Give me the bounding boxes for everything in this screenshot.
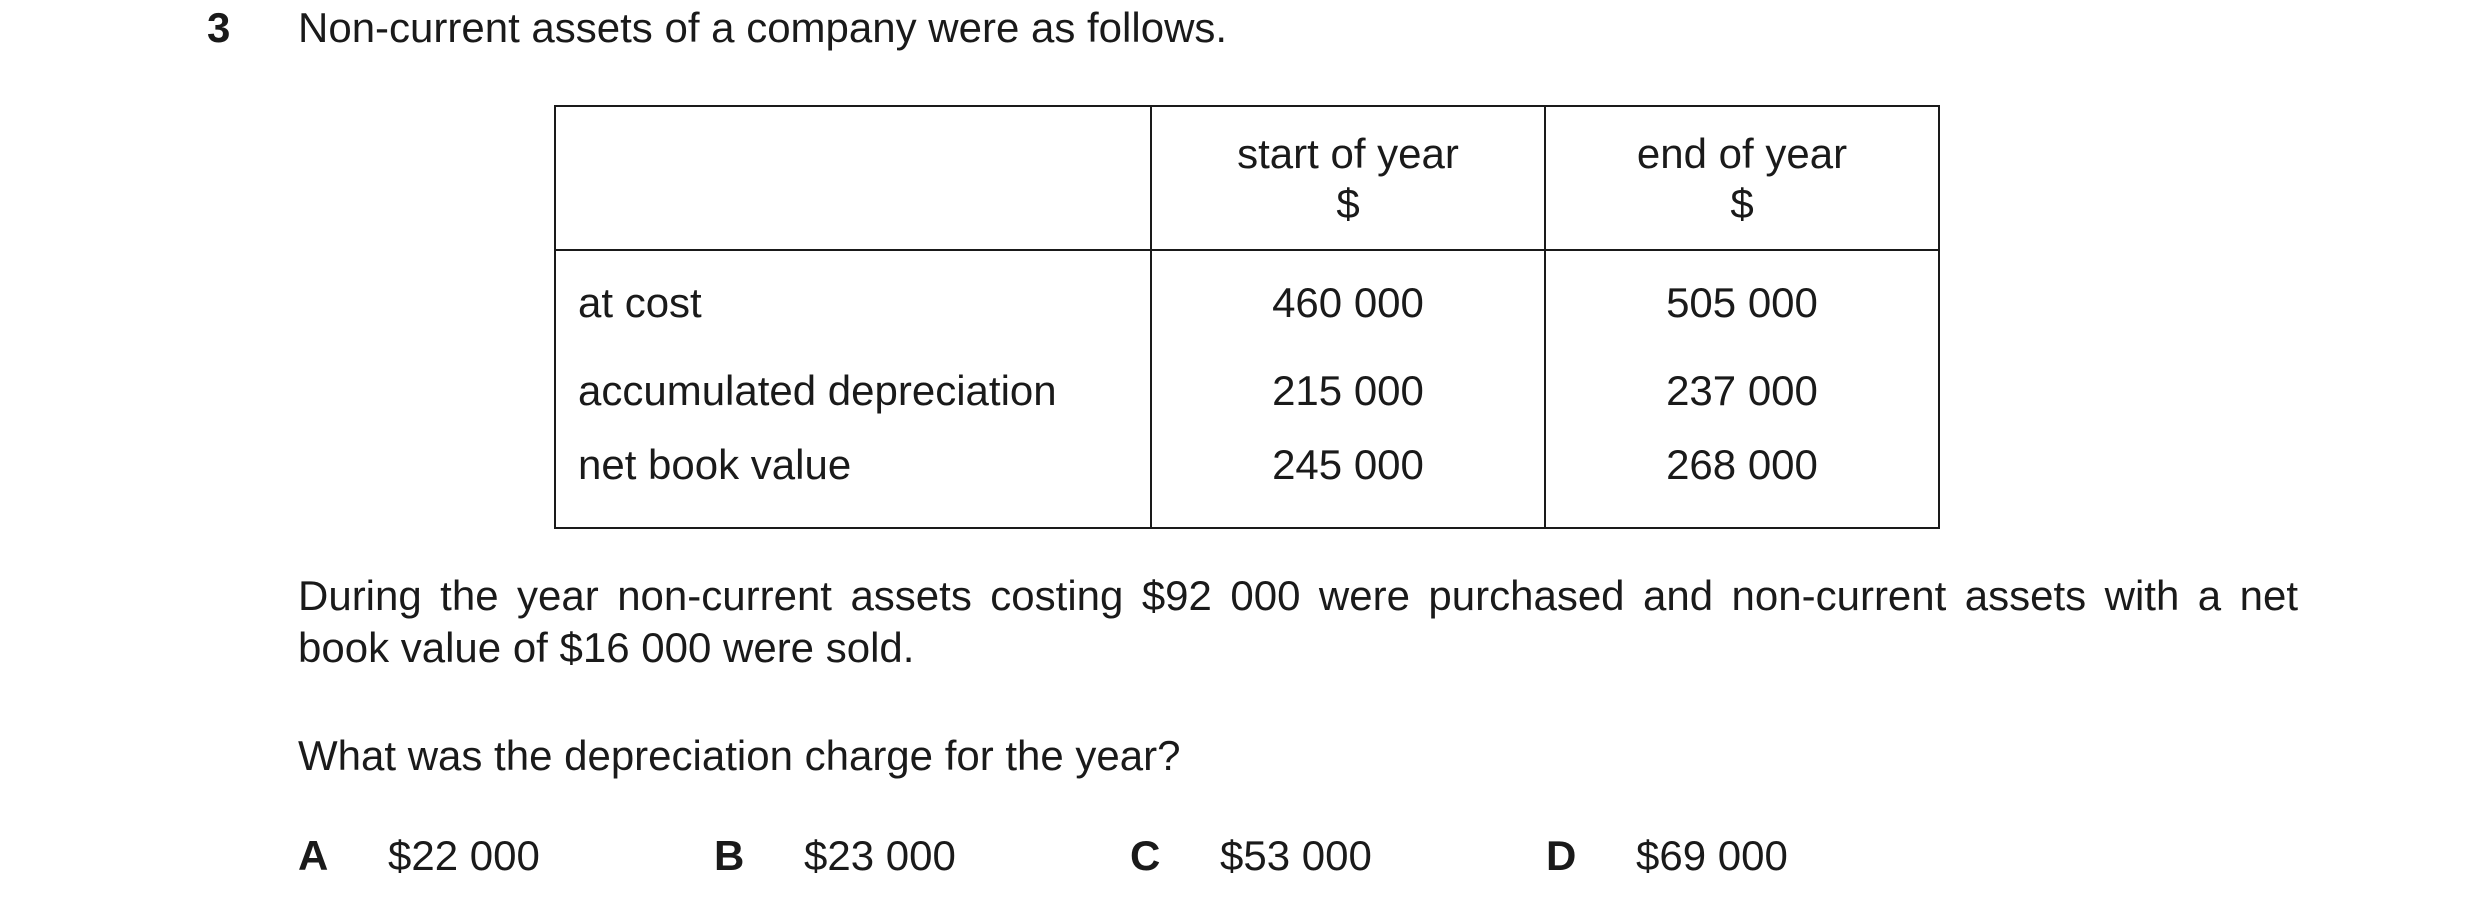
option-value: $23 000 <box>804 832 956 879</box>
option-letter: C <box>1130 832 1161 879</box>
start-value: 245 000 <box>1151 427 1545 528</box>
option-b[interactable] <box>714 830 956 883</box>
start-value: 460 000 <box>1151 250 1545 355</box>
header-start-of-year <box>1151 106 1545 250</box>
table-row <box>555 250 1939 355</box>
table-row <box>555 427 1939 528</box>
question-stem: Non-current assets of a company were as follows. <box>298 4 1228 51</box>
table-row <box>555 355 1939 427</box>
row-label: accumulated depreciation <box>555 355 1151 427</box>
option-d[interactable] <box>1546 830 1788 883</box>
start-value: 215 000 <box>1151 355 1545 427</box>
row-label: net book value <box>555 427 1151 528</box>
non-current-assets-table <box>554 105 1940 529</box>
header-start-unit: $ <box>1336 180 1360 228</box>
question-paragraph: During the year non-current assets costing $92 000 were purchased and non-current assets with a net book value of $16 000 were sold. <box>298 572 2298 671</box>
option-letter: B <box>714 832 745 879</box>
header-end-label: end of year <box>1636 130 1848 177</box>
header-end-of-year <box>1545 106 1939 250</box>
end-value: 268 000 <box>1545 427 1939 528</box>
option-a[interactable] <box>298 830 540 883</box>
option-c[interactable] <box>1130 830 1372 883</box>
option-letter: D <box>1546 832 1577 879</box>
option-value: $69 000 <box>1636 832 1788 879</box>
option-letter: A <box>298 832 329 879</box>
end-value: 505 000 <box>1545 250 1939 355</box>
row-label: at cost <box>555 250 1151 355</box>
question-number: 3 <box>207 4 231 51</box>
question-prompt: What was the depreciation charge for the year? <box>298 732 1181 779</box>
end-value: 237 000 <box>1545 355 1939 427</box>
header-blank-cell <box>555 106 1151 250</box>
option-value: $22 000 <box>388 832 540 879</box>
table-header-row <box>555 106 1939 250</box>
header-start-label: start of year <box>1237 130 1459 177</box>
option-value: $53 000 <box>1220 832 1372 879</box>
header-end-unit: $ <box>1730 180 1754 228</box>
